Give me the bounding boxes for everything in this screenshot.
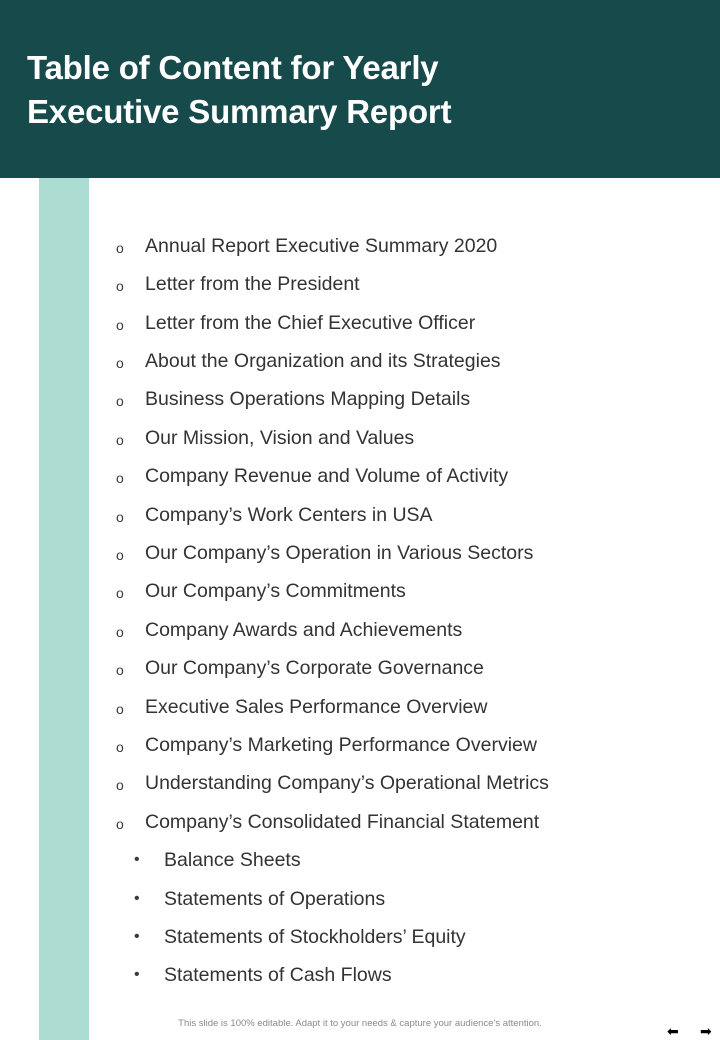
hollow-bullet-icon: o (116, 509, 124, 525)
toc-item (116, 346, 501, 376)
toc-item-label: Our Mission, Vision and Values (145, 427, 415, 449)
toc-item-label: About the Organization and its Strategies (145, 350, 501, 372)
toc-subitem-label: Balance Sheets (164, 849, 301, 871)
hollow-bullet-icon: o (116, 662, 124, 678)
bullet-icon: • (134, 851, 140, 868)
bullet-icon: • (134, 890, 140, 907)
toc-item (116, 807, 540, 837)
hollow-bullet-icon: o (116, 739, 124, 755)
hollow-bullet-icon: o (116, 470, 124, 486)
toc-item (116, 768, 549, 798)
arrow-left-icon[interactable]: ⬅ (667, 1023, 679, 1039)
hollow-bullet-icon: o (116, 816, 124, 832)
toc-item-label: Company’s Work Centers in USA (145, 504, 433, 526)
toc-item (116, 423, 415, 453)
toc-item (116, 461, 509, 491)
hollow-bullet-icon: o (116, 624, 124, 640)
toc-item (116, 730, 537, 760)
toc-item-label: Our Company’s Operation in Various Sectors (145, 542, 534, 564)
hollow-bullet-icon: o (116, 278, 124, 294)
hollow-bullet-icon: o (116, 585, 124, 601)
toc-item (116, 692, 488, 722)
toc-item-label: Business Operations Mapping Details (145, 388, 471, 410)
hollow-bullet-icon: o (116, 393, 124, 409)
toc-item-label: Annual Report Executive Summary 2020 (145, 235, 498, 257)
arrow-right-icon[interactable]: ➡ (700, 1023, 712, 1039)
toc-item-label: Letter from the Chief Executive Officer (145, 312, 476, 334)
page-title-line-1: Table of Content for Yearly (27, 49, 439, 86)
hollow-bullet-icon: o (116, 547, 124, 563)
toc-item-label: Understanding Company’s Operational Metrics (145, 772, 549, 794)
bullet-icon: • (134, 966, 140, 983)
toc-item (116, 538, 534, 568)
toc-subitem (134, 845, 301, 875)
page-title-line-2: Executive Summary Report (27, 93, 452, 130)
hollow-bullet-icon: o (116, 240, 124, 256)
toc-item-label: Our Company’s Corporate Governance (145, 657, 484, 679)
toc-subitem (134, 884, 386, 914)
toc-item-label: Company Revenue and Volume of Activity (145, 465, 509, 487)
hollow-bullet-icon: o (116, 701, 124, 717)
toc-item (116, 576, 406, 606)
toc-item-label: Letter from the President (145, 273, 360, 295)
toc-item (116, 231, 498, 261)
toc-subitem-label: Statements of Operations (164, 888, 386, 910)
toc-item-label: Company Awards and Achievements (145, 619, 463, 641)
toc-item (116, 269, 360, 299)
hollow-bullet-icon: o (116, 355, 124, 371)
toc-subitem-label: Statements of Cash Flows (164, 964, 392, 986)
hollow-bullet-icon: o (116, 317, 124, 333)
toc-item (116, 308, 476, 338)
bullet-icon: • (134, 928, 140, 945)
toc-item (116, 653, 484, 683)
toc-item (116, 615, 463, 645)
toc-item-label: Company’s Marketing Performance Overview (145, 734, 537, 756)
toc-subitem-label: Statements of Stockholders’ Equity (164, 926, 466, 948)
toc-item (116, 384, 471, 414)
toc-subitem (134, 922, 466, 952)
toc-item-label: Company’s Consolidated Financial Statement (145, 811, 540, 833)
hollow-bullet-icon: o (116, 777, 124, 793)
hollow-bullet-icon: o (116, 432, 124, 448)
toc-item (116, 500, 433, 530)
toc-item-label: Executive Sales Performance Overview (145, 696, 488, 718)
footer-note: This slide is 100% editable. Adapt it to your needs & capture your audience’s attention. (178, 1018, 542, 1029)
toc-subitem (134, 960, 392, 990)
toc-item-label: Our Company’s Commitments (145, 580, 406, 602)
